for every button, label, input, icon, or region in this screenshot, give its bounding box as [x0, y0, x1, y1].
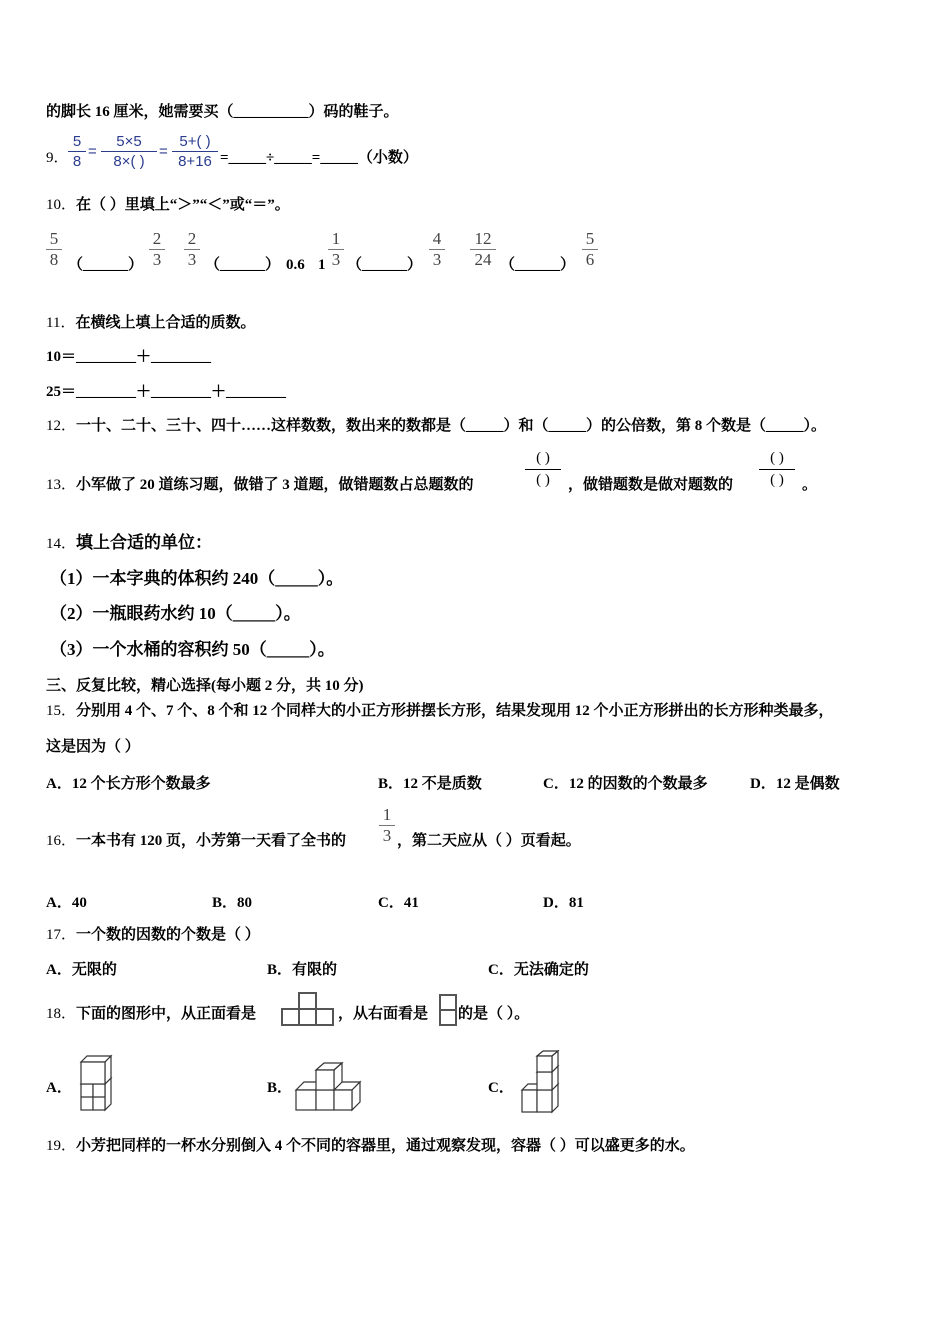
q15 [46, 701, 834, 721]
q13-text-c: 。 [802, 477, 818, 493]
q14-sub-3: （3）一个水桶的容积约 50（_____）。 [50, 640, 335, 659]
q16-text-a: 一本书有 120 页，小芳第一天看了全书的 [76, 833, 347, 849]
q10-frac-2-3-a: 2 3 [149, 230, 165, 269]
q10-frac-2-3-b: 2 3 [184, 230, 200, 269]
q10 [46, 195, 290, 215]
front-view-figure [281, 992, 335, 1026]
q18-figure-a [75, 1052, 117, 1112]
q18-option-c[interactable]: C． [488, 1080, 514, 1096]
numerator: 5 [72, 133, 82, 150]
q18 [46, 1004, 256, 1024]
denominator: 8×( ) [113, 153, 145, 170]
q15-option-c[interactable]: C．12 的因数的个数最多 [543, 776, 708, 792]
q17-option-b[interactable]: B．有限的 [267, 962, 338, 978]
q11 [46, 313, 255, 333]
q10-blank-3: （______） [347, 257, 423, 273]
q17-option-c[interactable]: C．无法确定的 [488, 962, 589, 978]
q16-number: 16． [46, 833, 77, 849]
denominator: 8 [72, 153, 82, 170]
equals-sign: = [159, 143, 168, 160]
q18-figure-b [294, 1062, 364, 1112]
q11-number: 11． [46, 315, 76, 331]
q16-option-c[interactable]: C．41 [378, 895, 419, 911]
q9-fraction-5plus [172, 133, 218, 170]
q10-blank-4: （______） [500, 257, 576, 273]
q10-frac-5-8: 5 8 [46, 230, 62, 269]
q9 [46, 148, 69, 168]
q12-number: 12． [46, 418, 77, 434]
q13-text-b: ，做错题数是做对题数的 [568, 477, 734, 493]
q14-sub-2: （2）一瓶眼药水约 10（_____）。 [50, 604, 301, 623]
q15-option-d[interactable]: D．12 是偶数 [750, 776, 840, 792]
q18-figure-c [518, 1050, 562, 1114]
q12 [46, 416, 826, 436]
q15-text-2: 这是因为（ ） [46, 739, 140, 755]
q14 [46, 533, 212, 554]
q18-text-c: 的是（ ）。 [458, 1006, 530, 1022]
q15-text: 分别用 4 个、7 个、8 个和 12 个同样大的小正方形拼摆长方形，结果发现用 12 个小正方形拼出的长方形种类最多， [76, 703, 834, 719]
q17-number: 17． [46, 927, 77, 943]
q16-text-b: ，第二天应从（ ）页看起。 [397, 833, 581, 849]
section-3-heading: 三、反复比较，精心选择(每小题 2 分，共 10 分) [46, 678, 364, 694]
numerator-blank: ( ) [536, 450, 550, 466]
numerator: 5×5 [116, 133, 142, 150]
q9-fraction-5-8 [68, 133, 86, 170]
q14-text: 填上合适的单位： [76, 533, 213, 552]
q17 [46, 925, 260, 945]
denominator: 8+16 [178, 153, 212, 170]
q10-value-0-6: 0.6 [286, 257, 305, 273]
q10-frac-4-3: 4 3 [429, 230, 445, 269]
q18-text-b: ，从右面看是 [338, 1006, 429, 1022]
q9-number: 9． [46, 150, 69, 166]
q14-number: 14． [46, 536, 77, 552]
q18-option-b[interactable]: B． [267, 1080, 293, 1096]
q16-option-b[interactable]: B．80 [212, 895, 253, 911]
q18-option-a[interactable]: A． [46, 1080, 72, 1096]
q19-text: 小芳把同样的一杯水分别倒入 4 个不同的容器里，通过观察发现，容器（ ）可以盛更多的水。 [76, 1138, 695, 1154]
q16-frac-1-3: 1 3 [379, 806, 395, 845]
q16 [46, 831, 346, 851]
q13-blank-fraction-1 [521, 450, 565, 489]
q10-text: 在（ ）里填上“＞”“＜”或“＝”。 [76, 197, 290, 213]
q15-option-a[interactable]: A．12 个长方形个数最多 [46, 776, 211, 792]
q10-whole-1: 1 [318, 257, 326, 273]
q9-fraction-5x5 [101, 133, 157, 170]
q13-number: 13． [46, 477, 77, 493]
q17-option-a[interactable]: A．无限的 [46, 962, 117, 978]
q10-frac-1-3: 1 3 [328, 230, 344, 269]
q15-number: 15． [46, 703, 77, 719]
denominator-blank: ( ) [536, 472, 550, 488]
right-view-figure [438, 994, 458, 1028]
q8-continuation: 的脚长 16 厘米，她需要买（__________）码的鞋子。 [46, 104, 399, 120]
q15-option-b[interactable]: B．12 不是质数 [378, 776, 482, 792]
q18-text-a: 下面的图形中，从正面看是 [76, 1006, 257, 1022]
numerator: 5+( ) [179, 133, 211, 150]
q11-line-1: 10＝________＋________ [46, 349, 212, 365]
q16-option-a[interactable]: A．40 [46, 895, 87, 911]
q13 [46, 475, 474, 495]
q17-text: 一个数的因数的个数是（ ） [76, 927, 260, 943]
q10-frac-12-24: 12 24 [470, 230, 496, 269]
numerator-blank: ( ) [770, 450, 784, 466]
q14-sub-1: （1）一本字典的体积约 240（_____）。 [50, 569, 344, 588]
q10-number: 10． [46, 197, 77, 213]
q16-option-d[interactable]: D．81 [543, 895, 584, 911]
q18-number: 18． [46, 1006, 77, 1022]
q9-blanks: =_____÷_____=_____（小数） [220, 150, 418, 166]
q11-text: 在横线上填上合适的质数。 [75, 315, 256, 331]
q10-blank-2: （______） [205, 257, 281, 273]
q19-number: 19． [46, 1138, 77, 1154]
denominator-blank: ( ) [770, 472, 784, 488]
q13-text-a: 小军做了 20 道练习题，做错了 3 道题，做错题数占总题数的 [76, 477, 474, 493]
q10-frac-5-6: 5 6 [582, 230, 598, 269]
q19 [46, 1136, 695, 1156]
equals-sign: = [88, 143, 97, 160]
q10-blank-1: （______） [68, 257, 144, 273]
q12-text: 一十、二十、三十、四十……这样数数，数出来的数都是（_____）和（_____）的公倍数，第 8 个数是（_____）。 [76, 418, 827, 434]
q13-blank-fraction-2 [755, 450, 799, 489]
q11-line-2: 25＝________＋________＋________ [46, 384, 287, 400]
